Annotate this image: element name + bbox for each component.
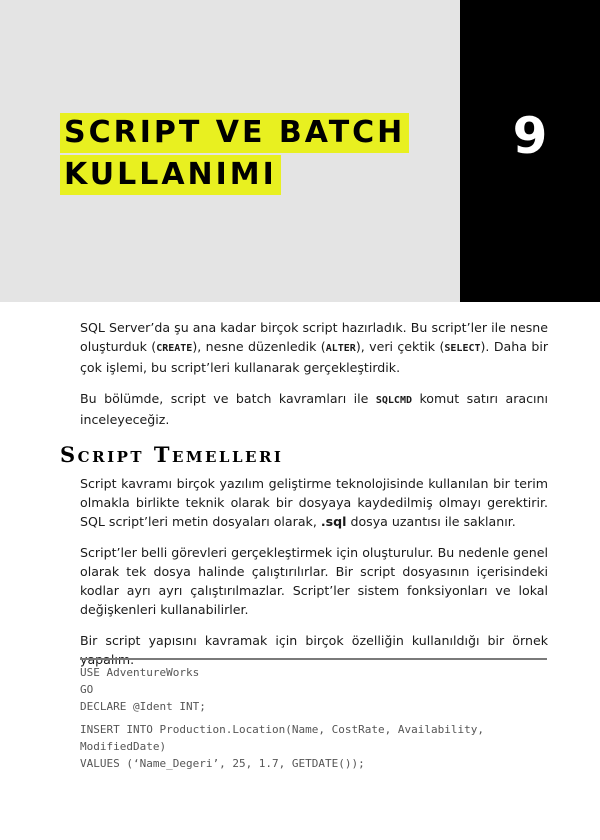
- code-line: GO: [80, 683, 94, 696]
- intro-paragraph-1: SQL Server’da şu ana kadar birçok script hazırladık. Bu script’ler ile nesne oluşturduk (CREATE), nesne düzenledik (ALTER), veri çektik (SELECT). Daha bir çok işlemi, bu script’leri kullanarak gerçekleştirdik.: [80, 320, 548, 375]
- chapter-title: [60, 113, 409, 197]
- code-keyword-alter: ALTER: [325, 343, 356, 354]
- code-keyword-select: SELECT: [444, 343, 481, 354]
- section-paragraph-3: Bir script yapısını kavramak için birçok özelliğin kullanıldığı bir örnek: [80, 633, 548, 648]
- chapter-title-line-2: KULLANIMI: [60, 155, 281, 195]
- code-keyword-create: CREATE: [156, 343, 193, 354]
- code-listing: [80, 664, 550, 772]
- section-paragraph-1: Script kavramı birçok yazılım geliştirme teknolojisinde kullanılan bir terim olmakla birlikte teknik olarak bir dosyaya kaydedilmiş olmayı gerektirir. SQL script’leri metin dosyaları olarak, .sql dosya uzantısı ile saklanır.: [80, 476, 548, 529]
- sql-extension: .sql: [320, 514, 347, 529]
- section-text: [80, 474, 548, 681]
- chapter-number: 9: [512, 107, 548, 165]
- intro-text: [80, 318, 548, 441]
- code-line: VALUES (‘Name_Degeri’, 25, 1.7, GETDATE());: [80, 757, 365, 770]
- code-line: DECLARE @Ident INT;: [80, 700, 206, 713]
- section-heading: Script Temelleri: [60, 442, 284, 467]
- section-paragraph-2: Script’ler belli görevleri gerçekleştirmek için oluşturulur. Bu nedenle genel olarak tek dosya halinde çalıştırılırlar. Bir script dosyasının içerisindeki kodlar ayrı ayrı çalıştırılmazlar. Script’ler sistem fonksiyonları ve lokal değişkenleri kullanabilirler.: [80, 545, 548, 617]
- intro-paragraph-2: Bu bölümde, script ve batch kavramları ile SQLCMD komut satırı aracını inceleyeceğiz.: [80, 391, 548, 427]
- code-keyword-sqlcmd: SQLCMD: [375, 395, 412, 406]
- chapter-number-block: [460, 0, 600, 302]
- chapter-title-line-1: SCRIPT VE BATCH: [60, 113, 409, 153]
- code-line: USE AdventureWorks: [80, 666, 200, 679]
- code-divider: [80, 658, 547, 660]
- code-line: INSERT INTO Production.Location(Name, CostRate, Availability,: [80, 723, 484, 736]
- code-line: ModifiedDate): [80, 740, 167, 753]
